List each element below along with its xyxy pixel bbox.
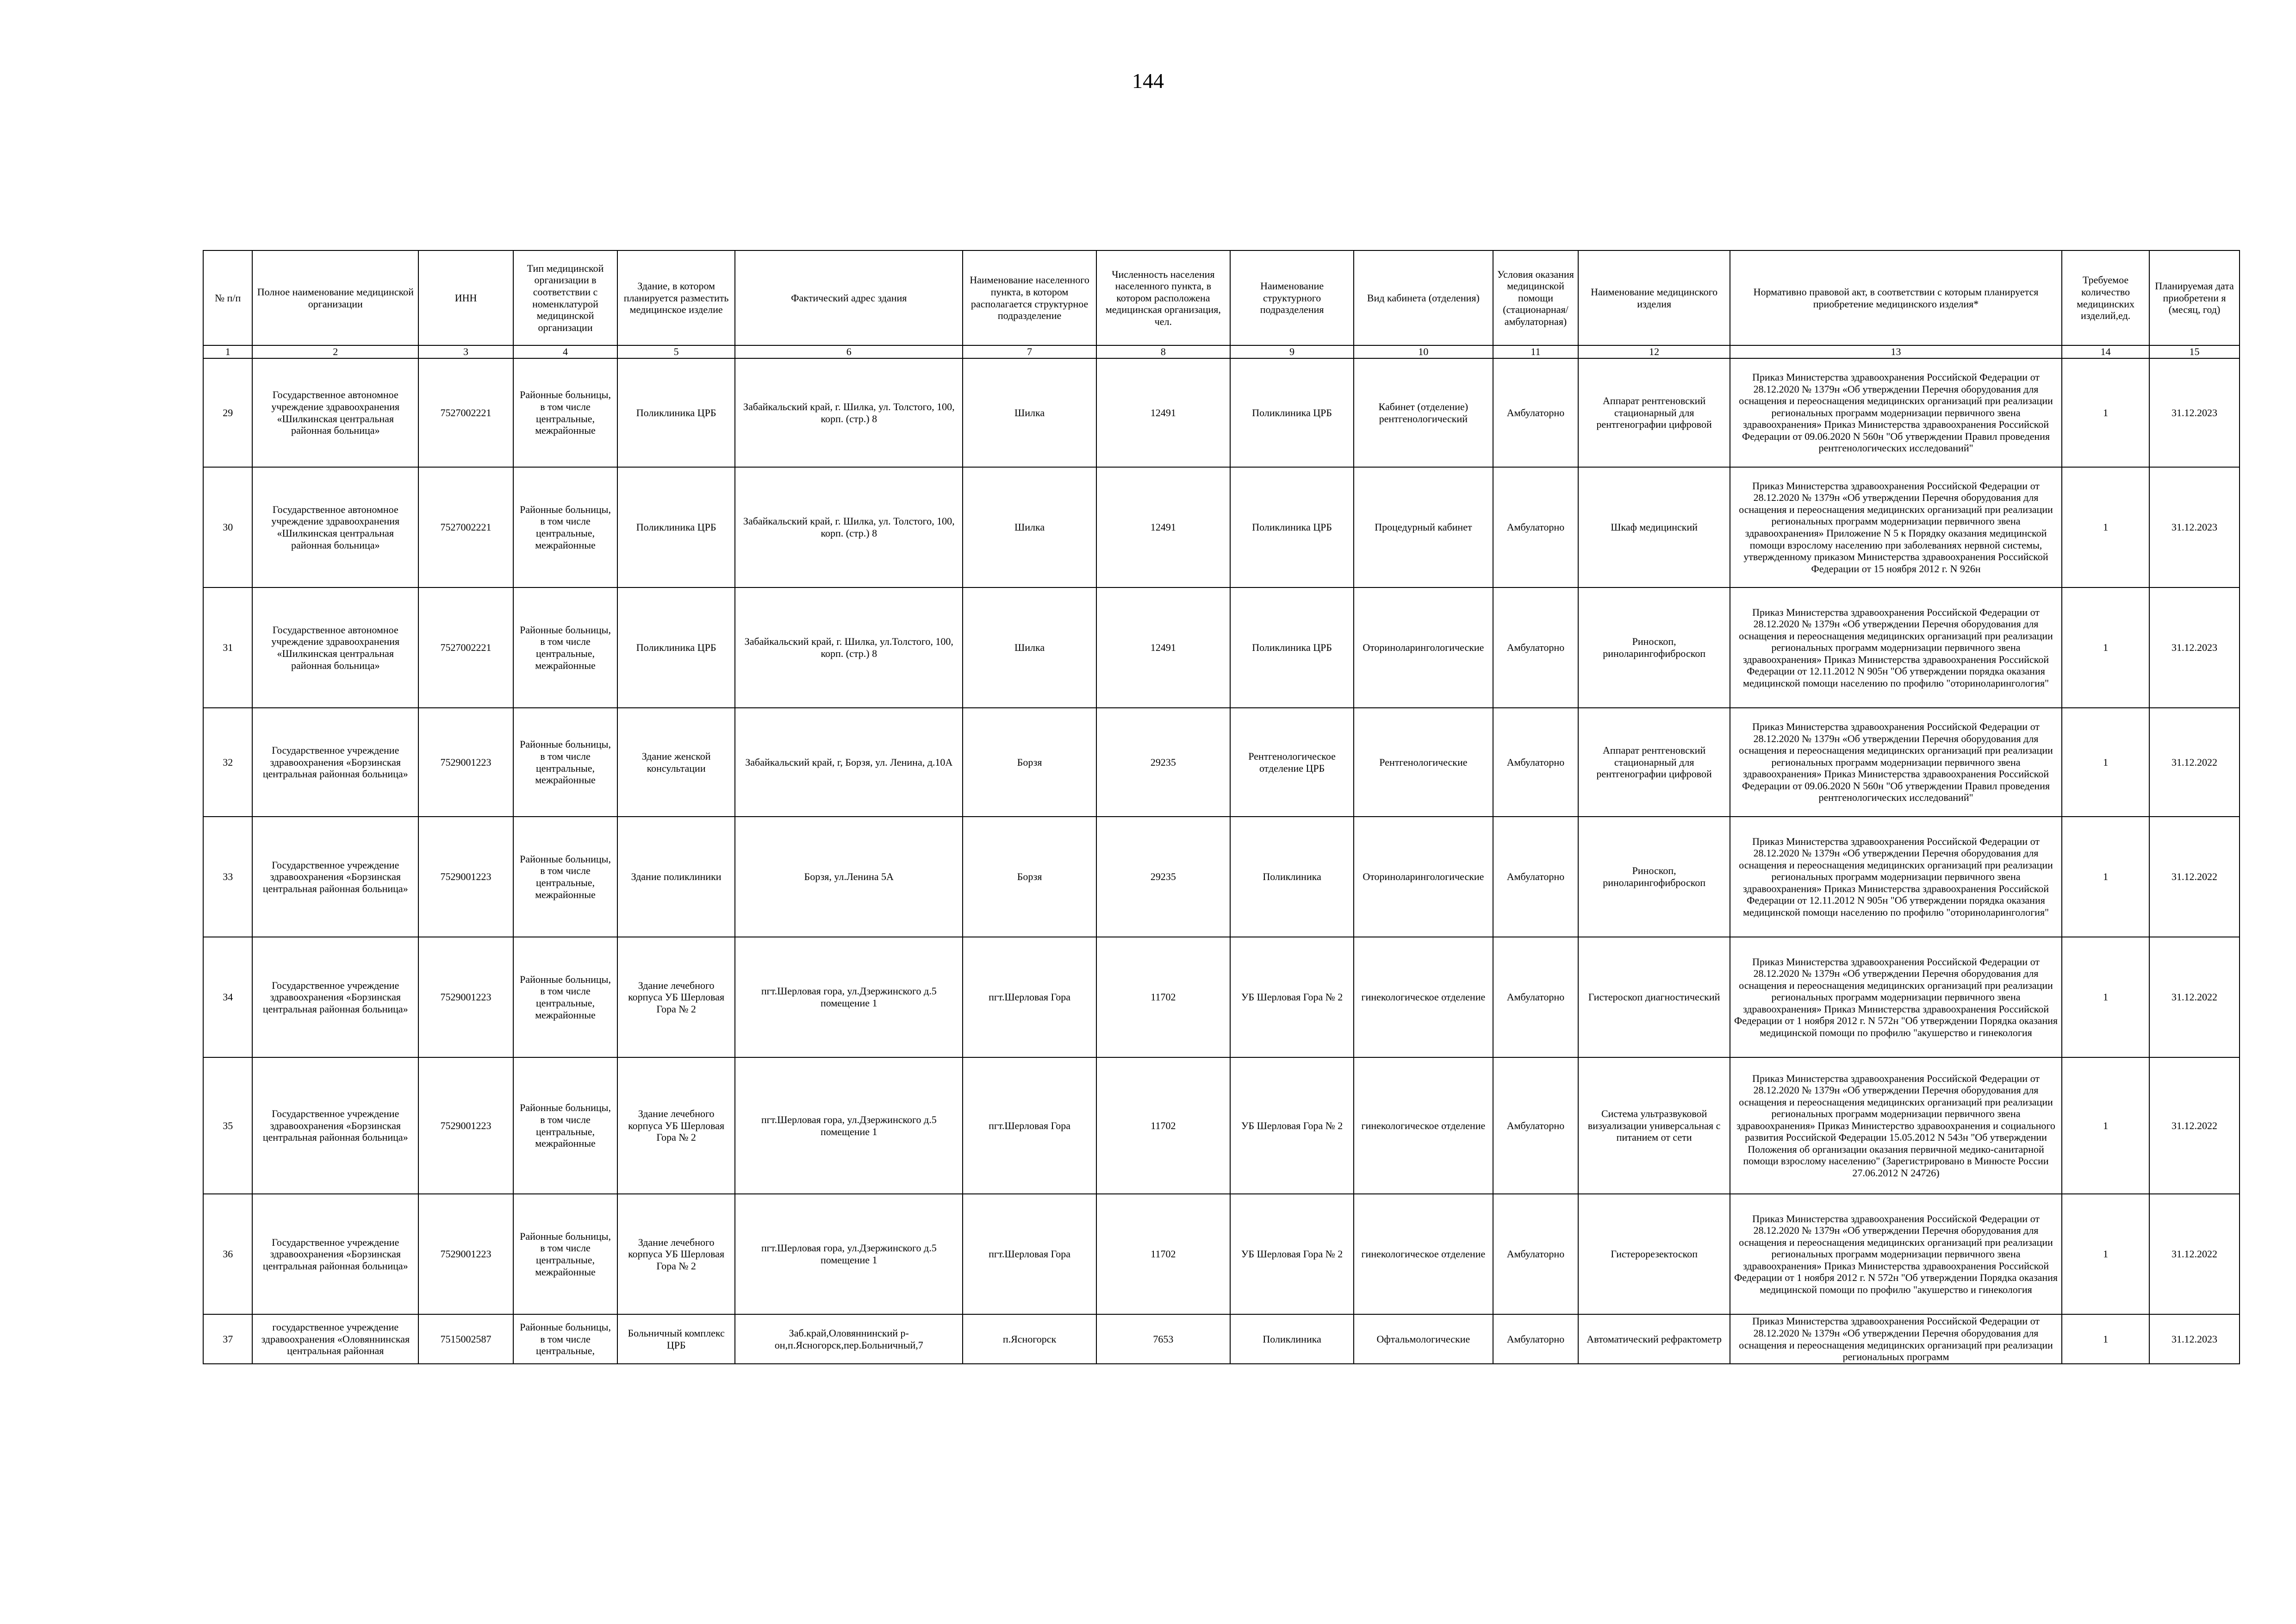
building-cell: Здание лечебного корпуса УБ Шерловая Гора № 2 xyxy=(617,937,735,1057)
settlement-cell: Шилка xyxy=(963,358,1096,467)
population-cell: 29235 xyxy=(1096,817,1230,937)
row-number-cell: 36 xyxy=(203,1194,252,1314)
address-cell: Забайкальский край, г. Шилка, ул.Толстого, 100, корп. (стр.) 8 xyxy=(735,587,963,708)
row-number-cell: 30 xyxy=(203,467,252,587)
address-cell: Забайкальский край, г, Борзя, ул. Ленина, д.10А xyxy=(735,708,963,817)
care-conditions-cell: Амбулаторно xyxy=(1493,1057,1579,1194)
column-number-row xyxy=(203,345,2240,358)
structural-unit-cell: Поликлиника ЦРБ xyxy=(1230,358,1354,467)
table-row xyxy=(203,467,2240,587)
device-name-cell: Риноскоп, риноларингофиброскоп xyxy=(1578,817,1730,937)
page-number: 144 xyxy=(1132,69,1164,93)
settlement-cell: Борзя xyxy=(963,817,1096,937)
cabinet-type-cell: гинекологическое отделение xyxy=(1354,1057,1493,1194)
legal-act-cell: Приказ Министерства здравоохранения Российской Федерации от 28.12.2020 № 1379н «Об утверждении Перечня оборудования для оснащения и переоснащения медицинских организаций при реализации региональных программ модернизации первичного звена здравоохранения» Приказ Министерства здравоохранения Российской Федерации от 1 ноября 2012 г. N 572н "Об утверждении Порядка оказания медицинской помощи по профилю "акушерство и гинекология xyxy=(1730,1194,2062,1314)
care-conditions-cell: Амбулаторно xyxy=(1493,1314,1579,1364)
row-number-cell: 33 xyxy=(203,817,252,937)
column-number: 13 xyxy=(1730,345,2062,358)
population-cell: 12491 xyxy=(1096,358,1230,467)
header-row xyxy=(203,250,2240,345)
structural-unit-cell: Поликлиника xyxy=(1230,1314,1354,1364)
table-row xyxy=(203,937,2240,1057)
planned-date-cell: 31.12.2022 xyxy=(2149,1057,2240,1194)
organization-type-cell: Районные больницы, в том числе центральные, межрайонные xyxy=(513,817,617,937)
inn-cell: 7529001223 xyxy=(418,1194,513,1314)
address-cell: пгт.Шерловая гора, ул.Дзержинского д.5 помещение 1 xyxy=(735,937,963,1057)
cabinet-type-cell: гинекологическое отделение xyxy=(1354,1194,1493,1314)
row-number-cell: 34 xyxy=(203,937,252,1057)
column-number: 10 xyxy=(1354,345,1493,358)
device-name-cell: Автоматический рефрактометр xyxy=(1578,1314,1730,1364)
planned-date-cell: 31.12.2023 xyxy=(2149,1314,2240,1364)
device-name-cell: Гистероскоп диагностический xyxy=(1578,937,1730,1057)
structural-unit-cell: Поликлиника xyxy=(1230,817,1354,937)
address-cell: Забайкальский край, г. Шилка, ул. Толстого, 100, корп. (стр.) 8 xyxy=(735,467,963,587)
organization-type-cell: Районные больницы, в том числе центральные, межрайонные xyxy=(513,467,617,587)
device-name-cell: Гистерорезектоскоп xyxy=(1578,1194,1730,1314)
inn-cell: 7527002221 xyxy=(418,467,513,587)
address-cell: Борзя, ул.Ленина 5А xyxy=(735,817,963,937)
care-conditions-cell: Амбулаторно xyxy=(1493,1194,1579,1314)
header-cell: Планируемая дата приобретени я (месяц, год) xyxy=(2149,250,2240,345)
quantity-cell: 1 xyxy=(2062,1057,2149,1194)
header-cell: Полное наименование медицинской организации xyxy=(252,250,418,345)
planned-date-cell: 31.12.2022 xyxy=(2149,817,2240,937)
row-number-cell: 37 xyxy=(203,1314,252,1364)
legal-act-cell: Приказ Министерства здравоохранения Российской Федерации от 28.12.2020 № 1379н «Об утверждении Перечня оборудования для оснащения и переоснащения медицинских организаций при реализации региональных программ модернизации первичного звена здравоохранения» Приказ Министерства здравоохранения Российской Федерации от 09.06.2020 N 560н "Об утверждении Правил проведения рентгенологических исследований" xyxy=(1730,708,2062,817)
inn-cell: 7527002221 xyxy=(418,587,513,708)
planned-date-cell: 31.12.2023 xyxy=(2149,587,2240,708)
header-cell: Здание, в котором планируется разместить медицинское изделие xyxy=(617,250,735,345)
building-cell: Здание поликлиники xyxy=(617,817,735,937)
row-number-cell: 35 xyxy=(203,1057,252,1194)
organization-type-cell: Районные больницы, в том числе центральные, межрайонные xyxy=(513,587,617,708)
column-number: 3 xyxy=(418,345,513,358)
planned-date-cell: 31.12.2022 xyxy=(2149,708,2240,817)
settlement-cell: пгт.Шерловая Гора xyxy=(963,1194,1096,1314)
column-number: 2 xyxy=(252,345,418,358)
header-cell: Наименование населенного пункта, в котором располагается структурное подразделение xyxy=(963,250,1096,345)
legal-act-cell: Приказ Министерства здравоохранения Российской Федерации от 28.12.2020 № 1379н «Об утверждении Перечня оборудования для оснащения и переоснащения медицинских организаций при реализации региональных программ модернизации первичного звена здравоохранения» Приказ Министерства здравоохранения Российской Федерации от 1 ноября 2012 г. N 572н "Об утверждении Порядка оказания медицинской помощи по профилю "акушерство и гинекология xyxy=(1730,937,2062,1057)
cabinet-type-cell: Оториноларингологические xyxy=(1354,817,1493,937)
building-cell: Здание лечебного корпуса УБ Шерловая Гора № 2 xyxy=(617,1057,735,1194)
building-cell: Здание женской консультации xyxy=(617,708,735,817)
column-number: 4 xyxy=(513,345,617,358)
planned-date-cell: 31.12.2022 xyxy=(2149,1194,2240,1314)
organization-name-cell: Государственное учреждение здравоохранения «Борзинская центральная районная больница» xyxy=(252,1057,418,1194)
row-number-cell: 32 xyxy=(203,708,252,817)
structural-unit-cell: УБ Шерловая Гора № 2 xyxy=(1230,937,1354,1057)
address-cell: Заб.край,Оловяннинский р-он,п.Ясногорск,пер.Больничный,7 xyxy=(735,1314,963,1364)
quantity-cell: 1 xyxy=(2062,1314,2149,1364)
cabinet-type-cell: Офтальмологические xyxy=(1354,1314,1493,1364)
settlement-cell: Шилка xyxy=(963,467,1096,587)
population-cell: 11702 xyxy=(1096,937,1230,1057)
settlement-cell: п.Ясногорск xyxy=(963,1314,1096,1364)
header-cell: Условия оказания медицинской помощи (стационарная/ амбулаторная) xyxy=(1493,250,1579,345)
building-cell: Поликлиника ЦРБ xyxy=(617,587,735,708)
quantity-cell: 1 xyxy=(2062,467,2149,587)
quantity-cell: 1 xyxy=(2062,587,2149,708)
organization-name-cell: Государственное учреждение здравоохранения «Борзинская центральная районная больница» xyxy=(252,708,418,817)
header-cell: Численность населения населенного пункта, в котором расположена медицинская организация, чел. xyxy=(1096,250,1230,345)
table-row xyxy=(203,1057,2240,1194)
header-cell: Требуемое количество медицинских изделий,ед. xyxy=(2062,250,2149,345)
quantity-cell: 1 xyxy=(2062,937,2149,1057)
cabinet-type-cell: гинекологическое отделение xyxy=(1354,937,1493,1057)
cabinet-type-cell: Оториноларингологические xyxy=(1354,587,1493,708)
column-number: 14 xyxy=(2062,345,2149,358)
building-cell: Здание лечебного корпуса УБ Шерловая Гора № 2 xyxy=(617,1194,735,1314)
organization-type-cell: Районные больницы, в том числе центральные, межрайонные xyxy=(513,358,617,467)
column-number: 5 xyxy=(617,345,735,358)
planned-date-cell: 31.12.2023 xyxy=(2149,467,2240,587)
header-cell: Тип медицинской организации в соответствии с номенклатурой медицинской организации xyxy=(513,250,617,345)
care-conditions-cell: Амбулаторно xyxy=(1493,708,1579,817)
care-conditions-cell: Амбулаторно xyxy=(1493,587,1579,708)
organization-type-cell: Районные больницы, в том числе центральные, xyxy=(513,1314,617,1364)
device-name-cell: Аппарат рентгеновский стационарный для рентгенографии цифровой xyxy=(1578,708,1730,817)
inn-cell: 7529001223 xyxy=(418,817,513,937)
column-number: 8 xyxy=(1096,345,1230,358)
legal-act-cell: Приказ Министерства здравоохранения Российской Федерации от 28.12.2020 № 1379н «Об утверждении Перечня оборудования для оснащения и переоснащения медицинских организаций при реализации региональных программ модернизации первичного звена здравоохранения» Приказ Министерства здравоохранения Российской Федерации от 12.11.2012 N 905н "Об утверждении порядка оказания медицинской помощи населению по профилю "оториноларингология" xyxy=(1730,817,2062,937)
population-cell: 11702 xyxy=(1096,1194,1230,1314)
table-row xyxy=(203,817,2240,937)
column-number: 11 xyxy=(1493,345,1579,358)
header-cell: Фактический адрес здания xyxy=(735,250,963,345)
settlement-cell: пгт.Шерловая Гора xyxy=(963,1057,1096,1194)
quantity-cell: 1 xyxy=(2062,1194,2149,1314)
structural-unit-cell: УБ Шерловая Гора № 2 xyxy=(1230,1194,1354,1314)
address-cell: пгт.Шерловая гора, ул.Дзержинского д.5 помещение 1 xyxy=(735,1057,963,1194)
organization-type-cell: Районные больницы, в том числе центральные, межрайонные xyxy=(513,937,617,1057)
settlement-cell: Шилка xyxy=(963,587,1096,708)
population-cell: 12491 xyxy=(1096,587,1230,708)
inn-cell: 7529001223 xyxy=(418,708,513,817)
header-cell: № п/п xyxy=(203,250,252,345)
building-cell: Поликлиника ЦРБ xyxy=(617,358,735,467)
organization-name-cell: Государственное автономное учреждение здравоохранения «Шилкинская центральная районная больница» xyxy=(252,358,418,467)
quantity-cell: 1 xyxy=(2062,358,2149,467)
inn-cell: 7529001223 xyxy=(418,937,513,1057)
column-number: 1 xyxy=(203,345,252,358)
care-conditions-cell: Амбулаторно xyxy=(1493,358,1579,467)
column-number: 9 xyxy=(1230,345,1354,358)
row-number-cell: 29 xyxy=(203,358,252,467)
header-cell: Вид кабинета (отделения) xyxy=(1354,250,1493,345)
column-number: 12 xyxy=(1578,345,1730,358)
planned-date-cell: 31.12.2022 xyxy=(2149,937,2240,1057)
table-body xyxy=(203,358,2240,1364)
table-row xyxy=(203,708,2240,817)
row-number-cell: 31 xyxy=(203,587,252,708)
medical-equipment-table xyxy=(203,250,2240,1364)
care-conditions-cell: Амбулаторно xyxy=(1493,937,1579,1057)
population-cell: 7653 xyxy=(1096,1314,1230,1364)
device-name-cell: Риноскоп, риноларингофиброскоп xyxy=(1578,587,1730,708)
population-cell: 12491 xyxy=(1096,467,1230,587)
table-row xyxy=(203,358,2240,467)
organization-type-cell: Районные больницы, в том числе центральные, межрайонные xyxy=(513,708,617,817)
quantity-cell: 1 xyxy=(2062,817,2149,937)
population-cell: 29235 xyxy=(1096,708,1230,817)
structural-unit-cell: Рентгенологическое отделение ЦРБ xyxy=(1230,708,1354,817)
legal-act-cell: Приказ Министерства здравоохранения Российской Федерации от 28.12.2020 № 1379н «Об утверждении Перечня оборудования для оснащения и переоснащения медицинских организаций при реализации региональных программ xyxy=(1730,1314,2062,1364)
quantity-cell: 1 xyxy=(2062,708,2149,817)
organization-name-cell: Государственное учреждение здравоохранения «Борзинская центральная районная больница» xyxy=(252,817,418,937)
cabinet-type-cell: Кабинет (отделение) рентгенологический xyxy=(1354,358,1493,467)
header-cell: Нормативно правовой акт, в соответствии с которым планируется приобретение медицинского изделия* xyxy=(1730,250,2062,345)
organization-name-cell: государственное учреждение здравоохранения «Оловяннинская центральная районная xyxy=(252,1314,418,1364)
column-number: 6 xyxy=(735,345,963,358)
structural-unit-cell: Поликлиника ЦРБ xyxy=(1230,467,1354,587)
planned-date-cell: 31.12.2023 xyxy=(2149,358,2240,467)
care-conditions-cell: Амбулаторно xyxy=(1493,467,1579,587)
building-cell: Больничный комплекс ЦРБ xyxy=(617,1314,735,1364)
address-cell: пгт.Шерловая гора, ул.Дзержинского д.5 помещение 1 xyxy=(735,1194,963,1314)
header-cell: Наименование структурного подразделения xyxy=(1230,250,1354,345)
header-cell: Наименование медицинского изделия xyxy=(1578,250,1730,345)
table-row xyxy=(203,1314,2240,1364)
device-name-cell: Система ультразвуковой визуализации универсальная с питанием от сети xyxy=(1578,1057,1730,1194)
inn-cell: 7527002221 xyxy=(418,358,513,467)
inn-cell: 7529001223 xyxy=(418,1057,513,1194)
structural-unit-cell: УБ Шерловая Гора № 2 xyxy=(1230,1057,1354,1194)
organization-name-cell: Государственное учреждение здравоохранения «Борзинская центральная районная больница» xyxy=(252,937,418,1057)
header-cell: ИНН xyxy=(418,250,513,345)
population-cell: 11702 xyxy=(1096,1057,1230,1194)
cabinet-type-cell: Рентгенологические xyxy=(1354,708,1493,817)
building-cell: Поликлиника ЦРБ xyxy=(617,467,735,587)
legal-act-cell: Приказ Министерства здравоохранения Российской Федерации от 28.12.2020 № 1379н «Об утверждении Перечня оборудования для оснащения и переоснащения медицинских организаций при реализации региональных программ модернизации первичного звена здравоохранения» Приказ Министерство здравоохранения и социального развития Российской Федерации 15.05.2012 N 543н "Об утверждении Положения об организации оказания первичной медико-санитарной помощи взрослому населению" (Зарегистрировано в Минюсте России 27.06.2012 N 24726) xyxy=(1730,1057,2062,1194)
device-name-cell: Шкаф медицинский xyxy=(1578,467,1730,587)
address-cell: Забайкальский край, г. Шилка, ул. Толстого, 100, корп. (стр.) 8 xyxy=(735,358,963,467)
column-number: 15 xyxy=(2149,345,2240,358)
settlement-cell: Борзя xyxy=(963,708,1096,817)
organization-type-cell: Районные больницы, в том числе центральные, межрайонные xyxy=(513,1057,617,1194)
legal-act-cell: Приказ Министерства здравоохранения Российской Федерации от 28.12.2020 № 1379н «Об утверждении Перечня оборудования для оснащения и переоснащения медицинских организаций при реализации региональных программ модернизации первичного звена здравоохранения» Приложение N 5 к Порядку оказания медицинской помощи взрослому населению при заболеваниях нервной системы, утвержденному приказом Министерства здравоохранения Российской Федерации от 15 ноября 2012 г. N 926н xyxy=(1730,467,2062,587)
device-name-cell: Аппарат рентгеновский стационарный для рентгенографии цифровой xyxy=(1578,358,1730,467)
organization-name-cell: Государственное автономное учреждение здравоохранения «Шилкинская центральная районная больница» xyxy=(252,467,418,587)
organization-type-cell: Районные больницы, в том числе центральные, межрайонные xyxy=(513,1194,617,1314)
table-row xyxy=(203,587,2240,708)
structural-unit-cell: Поликлиника ЦРБ xyxy=(1230,587,1354,708)
organization-name-cell: Государственное автономное учреждение здравоохранения «Шилкинская центральная районная больница» xyxy=(252,587,418,708)
settlement-cell: пгт.Шерловая Гора xyxy=(963,937,1096,1057)
legal-act-cell: Приказ Министерства здравоохранения Российской Федерации от 28.12.2020 № 1379н «Об утверждении Перечня оборудования для оснащения и переоснащения медицинских организаций при реализации региональных программ модернизации первичного звена здравоохранения» Приказ Министерства здравоохранения Российской Федерации от 09.06.2020 N 560н "Об утверждении Правил проведения рентгенологических исследований" xyxy=(1730,358,2062,467)
organization-name-cell: Государственное учреждение здравоохранения «Борзинская центральная районная больница» xyxy=(252,1194,418,1314)
legal-act-cell: Приказ Министерства здравоохранения Российской Федерации от 28.12.2020 № 1379н «Об утверждении Перечня оборудования для оснащения и переоснащения медицинских организаций при реализации региональных программ модернизации первичного звена здравоохранения» Приказ Министерства здравоохранения Российской Федерации от 12.11.2012 N 905н "Об утверждении порядка оказания медицинской помощи населению по профилю "оториноларингология" xyxy=(1730,587,2062,708)
care-conditions-cell: Амбулаторно xyxy=(1493,817,1579,937)
cabinet-type-cell: Процедурный кабинет xyxy=(1354,467,1493,587)
table-row xyxy=(203,1194,2240,1314)
column-number: 7 xyxy=(963,345,1096,358)
inn-cell: 7515002587 xyxy=(418,1314,513,1364)
